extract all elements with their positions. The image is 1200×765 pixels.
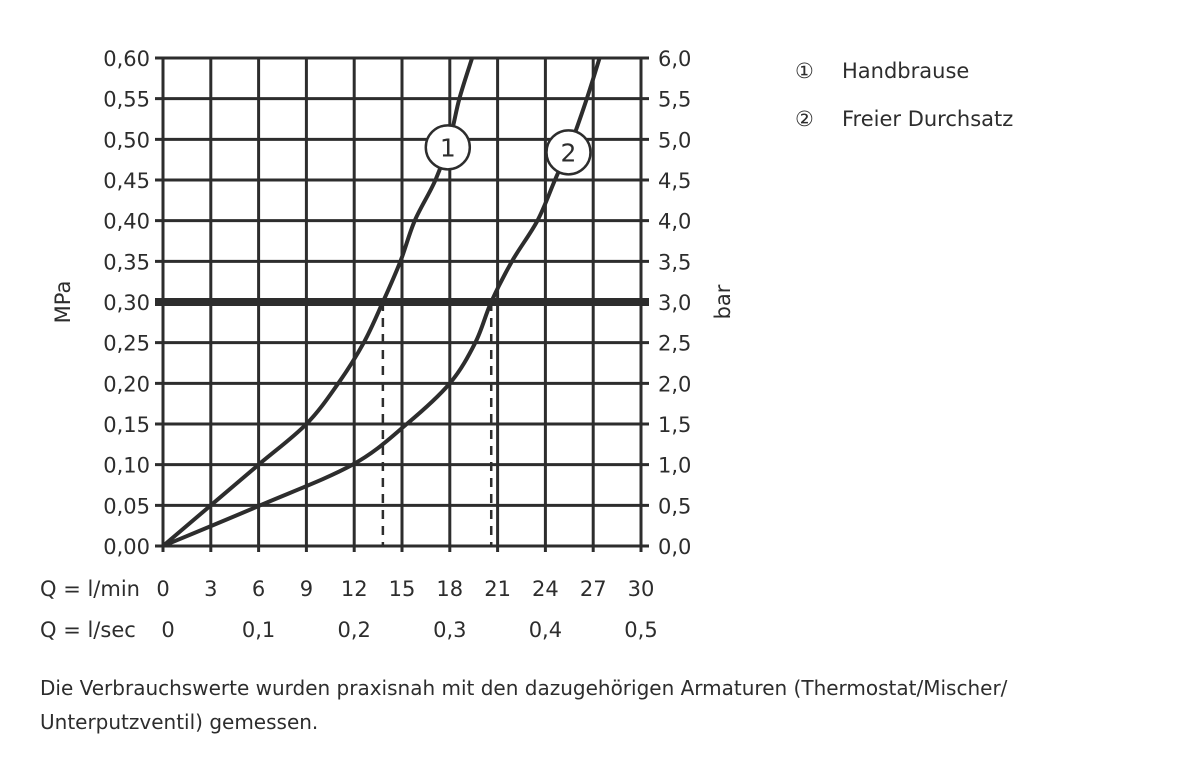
y-tick-label-bar: 5,5: [658, 87, 692, 112]
x-tick-label: 21: [484, 577, 511, 601]
x-tick-label: 18: [436, 577, 464, 601]
x2-tick-label: 0,2: [337, 618, 371, 642]
x-tick-label: 6: [251, 577, 266, 601]
caption-line-2: Unterputzventil) gemessen.: [40, 710, 319, 734]
legend-label-2: Freier Durchsatz: [842, 107, 1014, 131]
series-marker-label-2: 2: [560, 138, 577, 168]
legend: [795, 59, 1013, 131]
x-tick-label: 30: [627, 577, 655, 601]
y-tick-label-mpa: 0,60: [103, 47, 150, 71]
y-tick-label-mpa: 0,05: [103, 494, 150, 519]
y-tick-label-mpa: 0,15: [103, 413, 150, 437]
y-tick-label-bar: 3,0: [658, 291, 692, 315]
x-tick-label: 24: [532, 577, 559, 601]
y-tick-label-bar: 3,5: [658, 250, 692, 275]
x-tick-label: 12: [340, 577, 368, 601]
y-tick-label-mpa: 0,40: [103, 209, 150, 234]
x2-tick-label: 0: [161, 618, 175, 642]
y-tick-label-mpa: 0,20: [103, 372, 150, 397]
y-tick-label-mpa: 0,30: [103, 291, 150, 315]
x-tick-label: 27: [579, 577, 607, 601]
series-marker-label-1: 1: [439, 133, 456, 163]
y-tick-label-mpa: 0,45: [103, 169, 150, 193]
x2-tick-label: 0,1: [241, 618, 276, 642]
x-tick-label: 15: [388, 577, 416, 601]
y-tick-label-bar: 0,0: [658, 535, 692, 559]
y-axis-label-mpa: MPa: [51, 280, 75, 324]
y-tick-label-bar: 5,0: [658, 128, 692, 153]
x-tick-label: 3: [204, 577, 218, 601]
y-tick-label-mpa: 0,00: [103, 535, 150, 559]
x-axis-label-lmin: Q = l/min: [40, 577, 140, 601]
x2-tick-label: 0,4: [528, 618, 563, 642]
x-tick-label: 9: [299, 577, 314, 601]
y-tick-label-bar: 6,0: [658, 47, 692, 71]
y-tick-label-mpa: 0,35: [103, 250, 150, 275]
y-tick-label-mpa: 0,55: [103, 87, 150, 112]
y-axis-label-bar: bar: [711, 284, 735, 320]
y-tick-label-bar: 4,0: [658, 209, 692, 234]
x2-tick-label: 0,3: [433, 618, 467, 642]
y-tick-label-mpa: 0,25: [103, 331, 150, 356]
caption-line-1: Die Verbrauchswerte wurden praxisnah mit den dazugehörigen Armaturen (Thermostat/Mischer/: [40, 676, 1008, 700]
y-tick-label-mpa: 0,10: [103, 453, 150, 478]
y-tick-label-bar: 1,0: [658, 453, 692, 478]
x-tick-label: 0: [156, 577, 170, 601]
y-tick-label-bar: 2,0: [658, 372, 692, 397]
x2-tick-label: 0,5: [624, 618, 658, 642]
y-tick-label-bar: 2,5: [658, 331, 692, 356]
legend-marker-1: ①: [795, 59, 814, 83]
tick-labels: [103, 47, 691, 642]
y-tick-label-bar: 0,5: [658, 494, 692, 519]
y-tick-label-bar: 1,5: [658, 413, 692, 437]
y-tick-label-mpa: 0,50: [103, 128, 150, 153]
legend-label-1: Handbrause: [842, 59, 970, 83]
y-tick-label-bar: 4,5: [658, 169, 692, 193]
x-axis-label-lsec: Q = l/sec: [40, 618, 136, 642]
legend-marker-2: ②: [795, 107, 814, 131]
